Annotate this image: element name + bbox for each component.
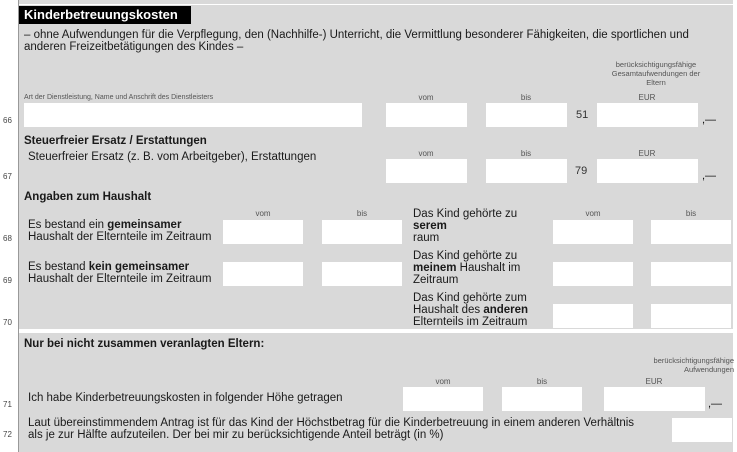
row71-eur-header: EUR xyxy=(645,377,663,386)
row66-bis-header: bis xyxy=(520,93,532,102)
row69-right-post: Haushalt im xyxy=(456,262,521,274)
section-title: Kinderbetreuungskosten xyxy=(19,6,191,24)
header-aufwendungen xyxy=(604,356,734,374)
row71-eur-input[interactable] xyxy=(604,387,705,411)
row67-heading: Steuerfreier Ersatz / Erstattungen xyxy=(24,135,207,147)
row68-right-vom-input[interactable] xyxy=(553,220,633,244)
header-gesamtaufwendungen-l2: Gesamtaufwendungen der xyxy=(611,69,701,78)
row66-number: 66 xyxy=(3,116,12,125)
intro-text-line1: – ohne Aufwendungen für die Verpflegung, den (Nachhilfe-) Unterricht, die Vermittlung besonderer Fähigkeiten, die sportlichen und xyxy=(24,29,689,41)
row67-vom-header: vom xyxy=(418,149,434,158)
row67-vom-input[interactable] xyxy=(386,159,467,183)
nicht-zusammen-heading: Nur bei nicht zusammen veranlagten Eltern: xyxy=(24,338,265,350)
row71-vom-input[interactable] xyxy=(403,387,483,411)
header-gesamtaufwendungen-l1: berücksichtigungsfähige xyxy=(615,60,697,69)
row69-left-bis-input[interactable] xyxy=(322,262,402,286)
row67-bis-input[interactable] xyxy=(486,159,567,183)
intro-text-line2: anderen Freizeitbetätigungen des Kindes – xyxy=(24,41,244,53)
row71-vom-header: vom xyxy=(435,377,451,386)
row70-right-line3: Elternteils im Zeitraum xyxy=(413,316,528,328)
row69-left-pre: Es bestand xyxy=(28,261,89,273)
row68-left-bis-input[interactable] xyxy=(322,220,402,244)
row69-right-vom-input[interactable] xyxy=(553,262,633,286)
header-gesamtaufwendungen-l3: Eltern xyxy=(646,78,666,87)
header-aufwendungen-l2: Aufwendungen xyxy=(683,365,734,374)
row66-dash: ,— xyxy=(702,114,717,126)
row69-right-line1: Das Kind gehörte zu xyxy=(413,250,518,262)
row69-right-text xyxy=(413,250,520,286)
row68-left-vom-header: vom xyxy=(255,209,271,218)
row69-right-bis-input[interactable] xyxy=(651,262,731,286)
row70-right-line1: Das Kind gehörte zum xyxy=(413,292,527,304)
row67-code: 79 xyxy=(575,165,588,177)
row69-left-line2: Haushalt der Elternteile im Zeitraum xyxy=(28,273,212,285)
row68-left-vom-input[interactable] xyxy=(223,220,303,244)
row68-right-line3: raum xyxy=(413,232,440,244)
row67-label: Steuerfreier Ersatz (z. B. vom Arbeitgeber), Erstattungen xyxy=(28,151,317,163)
row72-line2: als je zur Hälfte aufzuteilen. Der bei mir zu berücksichtigende Anteil beträgt (in %) xyxy=(28,429,444,441)
row67-number: 67 xyxy=(3,172,12,181)
row66-eur-header: EUR xyxy=(638,93,656,102)
row67-eur-header: EUR xyxy=(638,149,656,158)
row66-vom-input[interactable] xyxy=(386,103,467,127)
row68-left-line2: Haushalt der Elternteile im Zeitraum xyxy=(28,231,212,243)
row71-number: 71 xyxy=(3,400,12,409)
row67-bis-header: bis xyxy=(520,149,532,158)
row68-right-bold: serem xyxy=(413,220,447,232)
row70-right-bis-input[interactable] xyxy=(651,304,731,328)
row70-number: 70 xyxy=(3,318,12,327)
row70-right-vom-input[interactable] xyxy=(553,304,633,328)
row68-right-bis-header: bis xyxy=(685,209,697,218)
row68-left-pre: Es bestand ein xyxy=(28,219,108,231)
row69-left-bold: kein gemeinsamer xyxy=(88,261,190,273)
row68-number: 68 xyxy=(3,234,12,243)
row66-bis-input[interactable] xyxy=(486,103,567,127)
row66-eur-input[interactable] xyxy=(597,103,698,127)
panel-left-rule xyxy=(18,0,19,452)
row69-right-bold: meinem xyxy=(413,262,457,274)
row66-code: 51 xyxy=(576,109,589,121)
row67-eur-input[interactable] xyxy=(597,159,698,183)
row69-left-vom-input[interactable] xyxy=(223,262,303,286)
row70-right-pre: Haushalt des xyxy=(413,304,484,316)
row68-right-vom-header: vom xyxy=(585,209,601,218)
row66-label: Art der Dienstleistung, Name und Anschrift des Dienstleisters xyxy=(24,94,214,101)
row71-dash: ,— xyxy=(708,398,723,410)
header-aufwendungen-l1: berücksichtigungsfähige xyxy=(653,356,734,365)
row72-number: 72 xyxy=(3,430,12,439)
row66-vom-header: vom xyxy=(418,93,434,102)
row72-text xyxy=(28,417,634,441)
row68-right-line1: Das Kind gehörte zu xyxy=(413,208,518,220)
row68-right-text xyxy=(413,208,517,244)
row68-left-bold: gemeinsamer xyxy=(107,219,182,231)
row71-label: Ich habe Kinderbetreuungskosten in folgender Höhe getragen xyxy=(28,392,343,404)
row71-bis-header: bis xyxy=(536,377,548,386)
row67-dash: ,— xyxy=(702,170,717,182)
row69-left-text xyxy=(28,261,211,285)
row70-right-bold: anderen xyxy=(483,304,529,316)
row70-right-text xyxy=(413,292,528,328)
row69-number: 69 xyxy=(3,276,12,285)
row69-right-line3: Zeitraum xyxy=(413,274,459,286)
row68-left-bis-header: bis xyxy=(356,209,368,218)
previous-section-strip xyxy=(18,0,733,4)
haushalt-heading: Angaben zum Haushalt xyxy=(24,191,152,203)
row68-right-bis-input[interactable] xyxy=(651,220,731,244)
row71-bis-input[interactable] xyxy=(502,387,582,411)
row66-dienstleister-input[interactable] xyxy=(24,103,362,127)
row72-line1: Laut übereinstimmendem Antrag ist für das Kind der Höchstbetrag für die Kinderbetreuung in einem anderen Verhältnis xyxy=(28,417,635,429)
row72-anteil-input[interactable] xyxy=(672,418,732,442)
header-gesamtaufwendungen xyxy=(596,60,716,87)
row68-left-text xyxy=(28,219,211,243)
